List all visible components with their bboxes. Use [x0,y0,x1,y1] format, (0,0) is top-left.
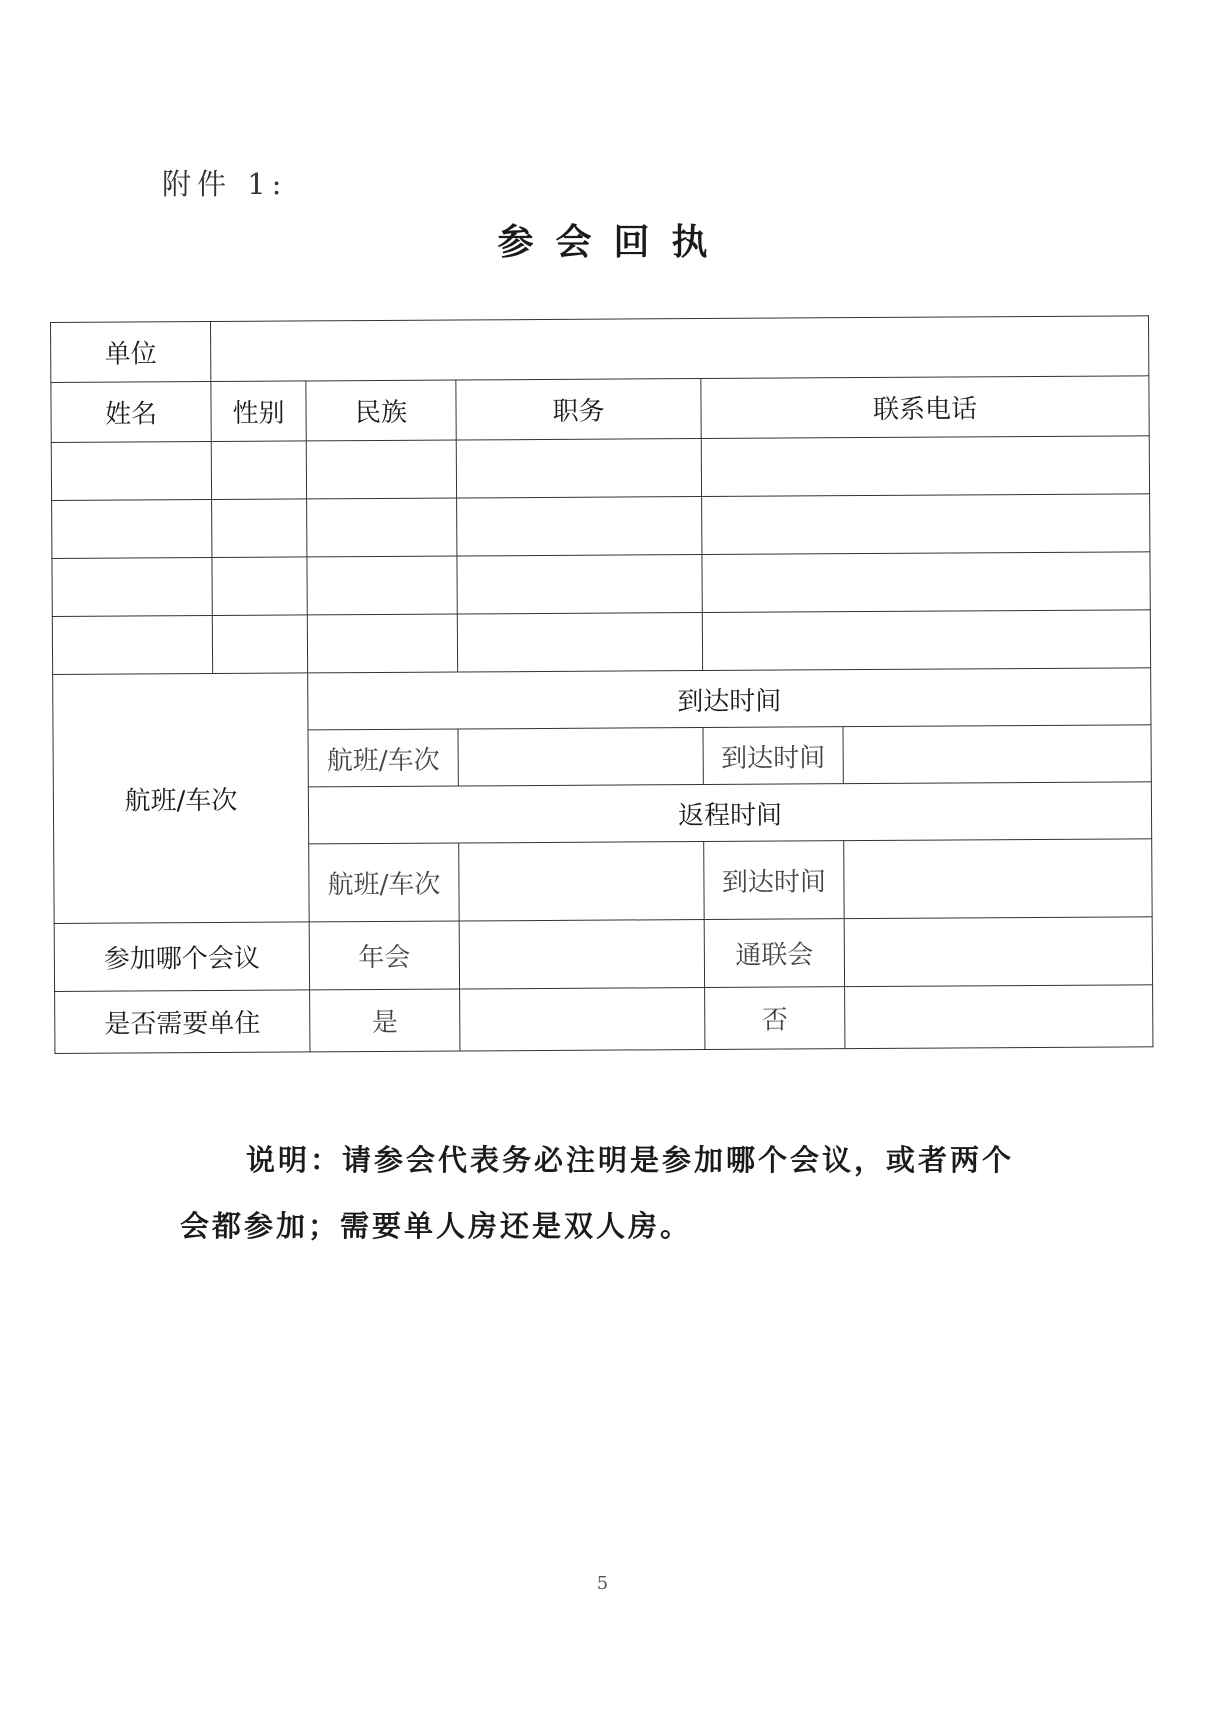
col-gender-header: 性别 [211,381,306,442]
note-line-2: 会都参加；需要单人房还是双人房。 [180,1209,693,1243]
return-flight-field[interactable] [459,842,704,921]
return-flight-label: 航班/车次 [309,843,459,922]
meeting-row [54,917,1152,992]
return-time-title: 返程时间 [308,782,1151,844]
arrival-time-title: 到达时间 [308,668,1151,730]
phone-cell[interactable] [702,610,1150,671]
unit-label: 单位 [51,322,211,383]
room-label: 是否需要单住 [55,990,310,1054]
gender-cell[interactable] [212,499,307,558]
gender-cell[interactable] [211,441,306,500]
table-row [51,436,1149,501]
col-name-header: 姓名 [51,382,211,443]
arrival-time-label: 到达时间 [703,727,843,785]
name-cell[interactable] [51,442,211,501]
arrival-flight-field[interactable] [458,728,703,786]
ethnicity-cell[interactable] [307,498,457,557]
phone-cell[interactable] [702,552,1150,613]
meeting-annual-field[interactable] [459,920,704,989]
unit-row [51,316,1149,383]
registration-form [50,315,1153,1127]
flight-section-label: 航班/车次 [53,673,310,924]
phone-cell[interactable] [702,494,1150,555]
page-title: 参会回执 [497,221,730,263]
position-cell[interactable] [457,613,702,672]
form-table [50,315,1154,1054]
phone-cell[interactable] [701,436,1149,497]
position-cell[interactable] [456,439,701,498]
name-cell[interactable] [52,558,212,617]
ethnicity-cell[interactable] [306,440,456,499]
position-cell[interactable] [457,555,702,614]
position-cell[interactable] [457,497,702,556]
room-yes-field[interactable] [460,988,705,1051]
return-arrive-time-label: 到达时间 [704,841,844,920]
table-row [52,494,1150,559]
note-line-1: 说明：请参会代表务必注明是参加哪个会议，或者两个 [246,1143,1015,1177]
attachment-label: 附件 1: [162,167,288,201]
col-phone-header: 联系电话 [701,376,1149,439]
meeting-label: 参加哪个会议 [54,922,309,992]
ethnicity-cell[interactable] [307,556,457,615]
col-position-header: 职务 [456,379,701,440]
col-ethnicity-header: 民族 [306,380,456,441]
meeting-liaison-field[interactable] [844,917,1152,987]
gender-cell[interactable] [212,615,307,674]
room-row [55,985,1153,1054]
return-arrive-time-field[interactable] [844,839,1153,919]
room-yes-label: 是 [310,989,460,1052]
table-row [52,610,1150,675]
header-row [51,376,1149,443]
table-row [52,552,1150,617]
meeting-option-annual: 年会 [309,921,459,990]
arrival-flight-label: 航班/车次 [308,729,458,787]
name-cell[interactable] [52,500,212,559]
arrival-title-row [53,668,1151,732]
room-no-label: 否 [705,987,845,1050]
arrival-time-field[interactable] [843,725,1151,784]
ethnicity-cell[interactable] [307,614,457,673]
gender-cell[interactable] [212,557,307,616]
page-number: 5 [596,1573,609,1594]
name-cell[interactable] [52,616,212,675]
unit-field[interactable] [211,316,1149,382]
meeting-option-liaison: 通联会 [704,919,844,988]
room-no-field[interactable] [845,985,1153,1049]
